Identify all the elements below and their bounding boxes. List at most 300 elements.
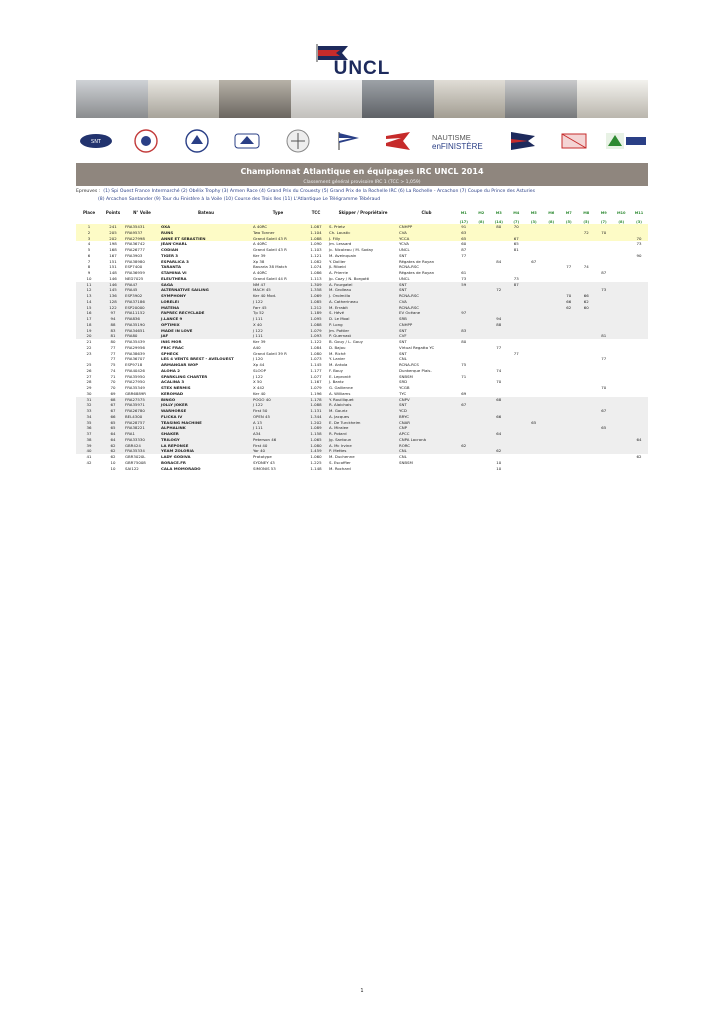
tcc-cell: 1.074 (310, 264, 322, 270)
column-header: Skipper / Propriétaire (338, 210, 388, 215)
score-cell: 73 (595, 287, 613, 293)
tcc-cell: 1.073 (310, 356, 322, 362)
boat-cell: SPARKLING CHARTER (161, 373, 208, 379)
sail-number-cell: FRA27998 (124, 236, 160, 242)
points-cell: 75 (110, 362, 116, 367)
skipper-cell: D. Le Moal (328, 316, 398, 322)
boat-cell: TRILOGY (160, 437, 252, 443)
skipper-cell: A. Prierrie (329, 270, 349, 275)
score-cell (473, 466, 491, 472)
column-header: M6 (548, 211, 555, 215)
skipper-cell: A. Fourgatel (328, 282, 398, 288)
score-cell: 70 (595, 230, 613, 236)
club-cell: SNT (399, 350, 407, 356)
column-header: M7 (565, 211, 572, 215)
tcc-cell: 1.088 (304, 236, 328, 242)
points-cell: 70 (110, 385, 116, 390)
sail-number-cell: GBR424 (124, 443, 160, 449)
skipper-cell: P. Mettes (328, 448, 398, 454)
place-cell: 9 (87, 270, 91, 275)
column-header: M2 (478, 211, 485, 215)
place-cell: 18 (76, 322, 102, 328)
column-header: M9 (600, 211, 607, 215)
skipper-cell: P. Long (328, 322, 398, 328)
sponsor-logo (227, 128, 267, 154)
sponsor-logo (328, 128, 368, 154)
table-coef-row (76, 215, 648, 224)
type-cell: Two Tonner (252, 230, 304, 236)
column-coef: (5) (565, 220, 572, 224)
skipper-cell: Ch. Loustic (328, 230, 398, 236)
svg-text:SNT: SNT (91, 139, 101, 145)
tcc-cell: 1.177 (310, 367, 322, 373)
tcc-cell: 1.358 (304, 287, 328, 293)
tcc-cell: 1.069 (304, 293, 328, 299)
skipper-cell: A. Williams (329, 390, 351, 396)
club-cell: RCNA-RSC (398, 293, 455, 299)
boat-cell: LADY GODIVA (161, 454, 191, 459)
tcc-cell: 1.122 (310, 339, 322, 344)
type-cell: X 442 (253, 385, 265, 390)
sponsor-nautisme-icon (430, 131, 492, 151)
place-cell: 16 (76, 310, 102, 316)
tcc-cell: 1.104 (304, 230, 328, 236)
place-cell: 20 (76, 333, 102, 339)
type-cell: A34 (252, 431, 304, 437)
sail-number-cell: FRA9537 (124, 230, 160, 236)
club-cell: SNBSM (399, 373, 413, 379)
column-header: M4 (513, 211, 520, 215)
club-cell: RORC (398, 443, 455, 449)
boat-cell: ALPHALINK (160, 425, 252, 431)
skipper-cell: M. Grolleau (328, 287, 398, 293)
boat-cell: LORELEI (160, 299, 252, 305)
points-cell: 66 (102, 414, 124, 420)
score-cell: 60 (578, 305, 596, 311)
column-header: M11 (634, 211, 644, 215)
score-cell: 94 (490, 316, 508, 322)
sail-number-cell: FRA34651 (124, 328, 160, 334)
skipper-cell: S. Escoffier (329, 459, 351, 465)
place-cell: 31 (76, 397, 102, 403)
tcc-cell: 1.131 (304, 408, 328, 414)
score-cell: 70 (601, 385, 607, 390)
sponsor-royal-icon (559, 130, 589, 152)
place-cell: 33 (76, 408, 102, 414)
boat-cell: FLICKA IV (160, 414, 252, 420)
points-cell: 71 (110, 373, 116, 379)
points-cell: 241 (102, 224, 124, 230)
sail-number-cell: FRA35431 (124, 224, 160, 230)
table-body (76, 224, 648, 471)
points-cell: 69 (110, 390, 116, 396)
sail-number-cell: GBR3020L (125, 454, 146, 459)
ranking-subtitle: Classement général provisoire IRC 1 (TCC > 1,059) (76, 179, 648, 186)
score-cell: 72 (490, 287, 508, 293)
club-cell: Régates de Royan (399, 270, 435, 275)
column-header: N° Voile (133, 210, 151, 215)
score-cell (508, 466, 526, 472)
club-cell: SRB (398, 316, 455, 322)
tcc-cell: 1.225 (310, 459, 322, 465)
skipper-cell: M. Duchenne (329, 454, 355, 459)
tcc-cell: 1.459 (304, 448, 328, 454)
club-cell: CNL (399, 356, 407, 362)
points-cell: 65 (102, 420, 124, 426)
type-cell: Grand Soleil 43 R (252, 236, 304, 242)
column-coef-spacer (76, 215, 102, 224)
sponsor-logo (126, 128, 166, 154)
points-cell: 64 (102, 431, 124, 437)
score-cell: 97 (455, 310, 473, 316)
sponsor-pennant-icon (334, 130, 362, 152)
sponsor-ecole-icon (184, 129, 210, 153)
sponsor-club-icon (133, 129, 159, 153)
type-cell: Farr 45 (252, 305, 304, 311)
sail-number-cell: GBR75008 (125, 459, 146, 465)
score-cell: 77 (601, 356, 607, 362)
skipper-cell: Y. Rouilliquet (328, 397, 398, 403)
column-header: Points (105, 210, 121, 215)
sponsor-sabot-icon (232, 130, 262, 152)
boat-cell: FRIC FRAC (161, 344, 184, 350)
type-cell: A 40RC (253, 241, 268, 247)
tcc-cell: 1.086 (310, 270, 322, 275)
type-cell: POGO 40 (252, 397, 304, 403)
place-cell: 4 (87, 241, 91, 247)
type-cell: X 50 (253, 379, 262, 385)
boat-cell: TIGER 3 (161, 252, 179, 258)
score-cell: 77 (513, 350, 519, 356)
sail-number-cell: FRA28757 (124, 420, 160, 426)
type-cell: SLOOP (253, 367, 266, 373)
score-cell: 70 (560, 293, 578, 299)
skipper-cell: P. Guernast (328, 333, 398, 339)
score-cell: 70 (630, 236, 648, 242)
club-cell: CNAR (398, 420, 455, 426)
type-cell: A40 (253, 344, 261, 350)
boat-cell: JEAN'CHARL (161, 241, 188, 247)
score-cell: 59 (455, 282, 473, 288)
column-coef-spacer (328, 215, 398, 224)
points-cell: 67 (102, 408, 124, 414)
score-cell: 70 (496, 379, 502, 385)
points-cell: 168 (109, 247, 117, 252)
score-cell (525, 466, 543, 472)
points-cell: 62 (102, 448, 124, 454)
type-cell: Yor 40 (252, 448, 304, 454)
sail-number-cell: FRA35334 (124, 448, 160, 454)
boat-cell: FAPREC RECYCLADE (160, 310, 252, 316)
boat-cell: KEROMAD (161, 390, 184, 396)
skipper-cell: A. Jacques (328, 414, 398, 420)
place-cell: 35 (76, 420, 102, 426)
sponsor-logos (76, 124, 648, 158)
club-cell: UNCL (399, 247, 410, 252)
sail-number-cell: FRA35190 (124, 322, 160, 328)
column-header: M1 (460, 211, 467, 215)
tcc-cell: 1.080 (310, 350, 322, 356)
place-cell: 22 (86, 344, 92, 350)
place-cell: 12 (76, 287, 102, 293)
sail-number-cell: ESP7400 (125, 264, 143, 270)
skipper-cell: Jc. Nicoleau / M. Soday (329, 247, 374, 252)
score-cell: 87 (508, 282, 526, 288)
place-cell: 42 (86, 459, 92, 465)
club-cell: RCNA-RSC (399, 264, 420, 270)
sail-number-cell: FRA35971 (124, 402, 160, 408)
skipper-cell: Jm. Lessard (329, 241, 352, 247)
skipper-cell: M. Aveinquain (329, 252, 357, 258)
boat-cell: JOLLY JOKER (160, 402, 252, 408)
boat-cell: SYMPHONY (160, 293, 252, 299)
club-cell: CNL (399, 454, 407, 459)
header-photo-banner (76, 80, 648, 118)
type-cell: J 111 (252, 333, 304, 339)
score-cell: 62 (560, 305, 578, 311)
sponsor-logo (604, 128, 648, 154)
type-cell: Grand Soleil 44 R (253, 275, 287, 281)
sponsor-logo (503, 128, 543, 154)
score-cell: 62 (455, 443, 473, 449)
club-cell: CVA (398, 230, 455, 236)
sail-number-cell: FRA27575 (124, 397, 160, 403)
column-header: M10 (616, 211, 626, 215)
score-cell: 77 (461, 252, 467, 258)
column-coef-spacer (124, 215, 160, 224)
type-cell: J 122 (252, 402, 304, 408)
ranking-table (76, 206, 648, 471)
skipper-cell: Y. Lanier (329, 356, 346, 362)
boat-cell: OPTIMIX (160, 322, 252, 328)
place-cell: 3 (76, 236, 102, 242)
skipper-cell: J. Filly (328, 236, 398, 242)
svg-text:enFINISTÈRE: enFINISTÈRE (431, 142, 483, 151)
club-cell: EV Océane (398, 310, 455, 316)
skipper-cell: A. Mc Irvine (328, 443, 398, 449)
place-cell: 23 (86, 350, 92, 356)
score-cell: 80 (461, 339, 467, 344)
column-header: Type (272, 210, 284, 215)
sail-number-cell: ESP9718 (125, 362, 143, 367)
boat-cell: BINGO (160, 397, 252, 403)
column-coef: (8) (548, 220, 555, 224)
events-legend (76, 188, 648, 204)
column-coef-spacer (398, 215, 455, 224)
points-cell: 97 (102, 310, 124, 316)
club-cell: RCNA-RSC (398, 305, 455, 311)
points-cell: 64 (102, 437, 124, 443)
tcc-cell: 1.121 (310, 252, 322, 258)
column-coef: (7) (513, 220, 520, 224)
score-cell: 67 (455, 402, 473, 408)
skipper-cell: J. Orolmilla (328, 293, 398, 299)
place-cell: 41 (86, 454, 92, 459)
type-cell: Grand Soleil 43 R (253, 247, 287, 252)
points-cell: 77 (110, 344, 116, 350)
column-coef-spacer (160, 215, 252, 224)
score-cell: 72 (578, 230, 596, 236)
points-cell: 10 (110, 459, 116, 465)
sail-number-cell: FRA37186 (124, 299, 160, 305)
boat-cell: STEX NERMIS (161, 385, 191, 390)
place-cell (76, 466, 102, 472)
place-cell: 39 (76, 443, 102, 449)
club-cell: UNCL (399, 275, 410, 281)
score-cell: 64 (490, 431, 508, 437)
place-cell: 38 (76, 437, 102, 443)
sail-number-cell: FRA38221 (124, 425, 160, 431)
place-cell: 13 (76, 293, 102, 299)
sail-number-cell: ESP3902 (124, 293, 160, 299)
skipper-cell: E. De Turckheim (328, 420, 398, 426)
club-cell: CNHPP (398, 322, 455, 328)
type-cell: SYDNEY 43 (253, 459, 275, 465)
place-cell: 10 (86, 275, 92, 281)
place-cell: 15 (76, 305, 102, 311)
skipper-cell: M. Riché (329, 350, 346, 356)
column-coef: (3) (530, 220, 537, 224)
type-cell: Peterson 46 (252, 437, 304, 443)
type-cell: J 111 (252, 425, 304, 431)
score-cell: 69 (461, 390, 467, 396)
boat-cell: STAMINA VI (161, 270, 187, 275)
club-cell (398, 466, 455, 472)
tcc-cell: 1.309 (304, 282, 328, 288)
score-cell (543, 466, 561, 472)
points-cell: 74 (110, 367, 116, 373)
club-cell: SNT (398, 282, 455, 288)
svg-text:NAUTISME: NAUTISME (431, 133, 471, 142)
score-cell: 65 (525, 420, 543, 426)
points-cell: 62 (102, 443, 124, 449)
type-cell: Ker 39 (253, 252, 266, 258)
boat-cell: MATENA (160, 305, 252, 311)
boat-cell: BORACE.FR (161, 459, 186, 465)
boat-cell: J.LANCE 9 (160, 316, 252, 322)
column-coef: (14) (494, 220, 503, 224)
points-cell: 83 (102, 328, 124, 334)
place-cell: 27 (86, 373, 92, 379)
points-cell: 146 (109, 275, 117, 281)
score-cell: 66 (490, 414, 508, 420)
column-header: TCC (311, 210, 321, 215)
tcc-cell: 1.189 (304, 310, 328, 316)
score-cell: 60 (461, 241, 467, 247)
score-cell: 75 (461, 362, 467, 367)
sail-number-cell: FRA38639 (125, 350, 145, 356)
points-cell: 94 (102, 316, 124, 322)
score-cell: 65 (455, 236, 473, 242)
tcc-cell: 1.158 (304, 431, 328, 437)
tcc-cell: 1.065 (304, 437, 328, 443)
sponsor-logo (429, 128, 493, 154)
column-header: Bateau (198, 210, 214, 215)
type-cell: A 40RC (253, 270, 268, 275)
tcc-cell: 1.196 (310, 390, 322, 396)
skipper-cell: Jg. Santoun (328, 437, 398, 443)
score-cell: 81 (595, 333, 613, 339)
boat-cell: LA REPONSE (160, 443, 252, 449)
boat-cell: SPHECK (161, 350, 179, 356)
club-cell: SNT (399, 252, 407, 258)
type-cell: Ker 40 Mod. (252, 293, 304, 299)
score-cell: 68 (490, 397, 508, 403)
skipper-cell: R. Potard (328, 431, 398, 437)
score-cell: 66 (560, 299, 578, 305)
points-cell: 136 (102, 293, 124, 299)
points-cell: 81 (102, 333, 124, 339)
points-cell: 67 (102, 402, 124, 408)
points-cell: 70 (110, 379, 116, 385)
score-cell: 73 (513, 275, 519, 281)
boat-cell: INIS MOR (161, 339, 182, 344)
sail-number-cell: BEL4300 (124, 414, 160, 420)
points-cell: 68 (102, 397, 124, 403)
score-cell: 74 (583, 264, 589, 270)
tcc-cell: 1.148 (310, 465, 322, 471)
sponsor-logo (278, 128, 318, 154)
score-cell: 62 (636, 454, 642, 459)
skipper-cell: R. Alaichais (328, 402, 398, 408)
sail-number-cell: NED7025 (125, 275, 144, 281)
club-cell: BRYC (398, 414, 455, 420)
skipper-cell: M. Errabit (328, 305, 398, 311)
sail-number-cell: FRA11152 (124, 310, 160, 316)
column-coef: (8) (618, 220, 625, 224)
skipper-cell: JL Ribeid (329, 264, 346, 270)
page-number: 1 (360, 988, 364, 994)
points-cell: 151 (109, 258, 117, 264)
column-header: Place (82, 210, 96, 215)
type-cell: First 50 (252, 408, 304, 414)
tcc-cell: 1.087 (304, 224, 328, 230)
type-cell: J 111 (252, 316, 304, 322)
club-cell: Virtual Regatta YC (399, 344, 435, 350)
club-cell: SRD (399, 379, 408, 385)
score-cell: 80 (490, 224, 508, 230)
place-cell: 29 (86, 385, 92, 390)
type-cell: Ker 39 (253, 339, 266, 344)
place-cell: 1 (76, 224, 102, 230)
boat-cell: ESPARLICA 3 (161, 258, 189, 264)
score-cell: 10 (496, 459, 502, 465)
skipper-cell: S. Prietz (328, 224, 398, 230)
sponsor-snt-icon (79, 133, 113, 149)
boat-cell: MADE IN LOVE (160, 328, 252, 334)
tcc-cell: 1.088 (304, 402, 328, 408)
column-coef: (7) (600, 220, 607, 224)
tcc-cell: 1.085 (304, 299, 328, 305)
type-cell: Grand Soleil 39 R (253, 350, 287, 356)
type-cell: MACH 45 (252, 287, 304, 293)
sail-number-cell: FRA836 (124, 316, 160, 322)
club-cell: CNPA Locronà (398, 437, 455, 443)
club-cell: APCC (398, 431, 455, 437)
type-cell: OPEN 45 (252, 414, 304, 420)
sail-number-cell: FRA47 (124, 282, 160, 288)
sail-number-cell: FRA27950 (125, 379, 145, 385)
boat-cell: SAGA (160, 282, 252, 288)
tcc-cell: 1.077 (310, 373, 322, 379)
place-cell: 11 (76, 282, 102, 288)
sail-number-cell: FRA26777 (125, 247, 145, 252)
sponsor-yacht-club-icon (285, 129, 311, 153)
place-cell: 32 (76, 402, 102, 408)
column-coef: (8) (478, 220, 485, 224)
column-header: M8 (583, 211, 590, 215)
skipper-cell: Y. Dollier (329, 258, 346, 264)
